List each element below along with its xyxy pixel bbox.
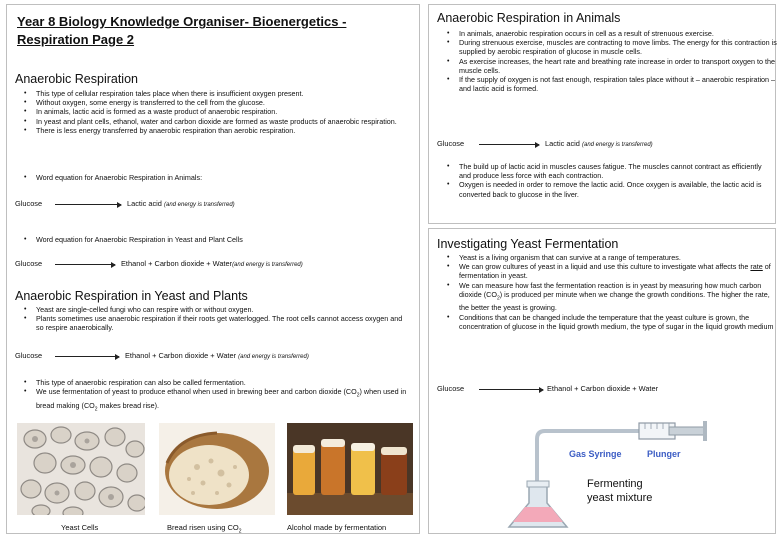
list-item: • In yeast and plant cells, ethanol, water and carbon dioxide are formed as waste products of anaerobic respiration. — [34, 117, 404, 126]
fermentation-bullets — [24, 378, 409, 414]
right-top-panel — [428, 4, 776, 224]
list-item: • This type of anaerobic respiration can also be called fermentation. — [34, 378, 409, 387]
alcohol-caption: Alcohol made by fermentation — [287, 523, 387, 532]
list-item: • Plants sometimes use anaerobic respiration if their roots get waterlogged. The root cells cannot access oxygen and so respire anaerobically. — [34, 314, 404, 332]
yeast-equation-arrow — [479, 389, 543, 390]
plunger — [669, 427, 705, 435]
list-item: • We can measure how fast the fermentation reaction is in yeast by measuring how much carbon dioxide $(CO_2)$ is produced per minute when we change the growth conditions. The higher the rate, the better the yeast is growing. — [457, 281, 777, 313]
list-item: • Without oxygen, some energy is transferred to the cell from the glucose. — [34, 98, 404, 107]
animals-equation-arrow — [479, 144, 539, 145]
list-item: • Oxygen is needed in order to remove the lactic acid. Once oxygen is available, the lactic acid is converted back to glucose in the liver. — [457, 180, 772, 198]
yeast-mixture — [513, 507, 563, 522]
bread-image — [159, 423, 275, 515]
animals-equation-reactant: Glucose — [437, 139, 465, 148]
anaerobic-heading: Anaerobic Respiration — [15, 72, 138, 86]
yeast-fermentation-bullets — [447, 253, 777, 331]
list-item: • During strenuous exercise, muscles are contracting to move limbs. The energy for this contraction is supplied by aerobic respiration of glucose in muscle cells. — [457, 38, 780, 56]
list-item: • Yeast is a living organism that can survive at a range of temperatures. — [457, 253, 777, 262]
yeast-equation-label: • Word equation for Anaerobic Respiration in Yeast and Plant Cells — [24, 235, 414, 244]
fermentation-apparatus-diagram — [489, 399, 729, 529]
equation-2-product: Ethanol + Carbon dioxide + Water(and energy is transferred) — [121, 259, 303, 268]
list-item: • We can grow cultures of yeast in a liquid and use this culture to investigate what affects the rate of fermentation in yeast. — [457, 262, 777, 280]
animals-equation-label: • Word equation for Anaerobic Respiration in Animals: — [24, 173, 404, 182]
beer-image — [287, 423, 413, 515]
list-item: • There is less energy transferred by anaerobic respiration than aerobic respiration. — [34, 126, 404, 135]
yeast-cells-image — [17, 423, 145, 515]
equation-3-product: Ethanol + Carbon dioxide + Water (and energy is transferred) — [125, 351, 309, 360]
list-item: • We use fermentation of yeast to produce ethanol when used in brewing beer and carbon dioxide $(CO_2)$ when used in bread making ($CO_2$ makes bread rise). — [34, 387, 409, 414]
list-item: • As exercise increases, the heart rate and breathing rate increase in order to transport oxygen to the muscle cells. — [457, 57, 780, 75]
equation-1-arrow — [55, 204, 121, 205]
yeast-caption: Yeast Cells — [61, 523, 99, 532]
yeast-equation-product: Ethanol + Carbon dioxide + Water — [547, 384, 659, 393]
plunger-label: Plunger — [647, 449, 681, 459]
anaerobic-bullets — [24, 89, 404, 135]
fatigue-bullets — [447, 162, 772, 199]
list-item: • The build up of lactic acid in muscles causes fatigue. The muscles cannot contract as efficiently and produce less force with each contraction. — [457, 162, 772, 180]
yeast-cells-illustration — [17, 423, 145, 515]
equation-1-product: Lactic acid (and energy is transferred) — [127, 199, 235, 208]
yeast-fermentation-heading: Investigating Yeast Fermentation — [437, 237, 619, 251]
left-panel — [6, 4, 420, 534]
bread-illustration — [159, 423, 275, 515]
equation-2-reactant: Glucose — [15, 259, 43, 268]
right-bottom-panel — [428, 228, 776, 534]
fermenting-yeast-label: Fermenting yeast mixture — [587, 475, 659, 507]
equation-1-reactant: Glucose — [15, 199, 43, 208]
equation-3-arrow — [55, 356, 119, 357]
bread-caption: Bread risen using $CO_2$ — [167, 523, 242, 535]
yeast-plants-heading: Anaerobic Respiration in Yeast and Plants — [15, 289, 248, 303]
animals-equation-product: Lactic acid (and energy is transferred) — [545, 139, 653, 148]
gas-syringe-label: Gas Syringe — [569, 449, 622, 459]
equation-2-arrow — [55, 264, 115, 265]
page-title: Year 8 Biology Knowledge Organiser- Bioenergetics - Respiration Page 2 — [17, 14, 347, 47]
yeast-plants-bullets — [24, 305, 404, 333]
list-item: • If the supply of oxygen is not fast enough, respiration tales place without it – anaerobic respiration – and lactic acid is formed. — [457, 75, 780, 93]
list-item: • Yeast are single-celled fungi who can respire with or without oxygen. — [34, 305, 404, 314]
list-item: • In animals, anaerobic respiration occurs in cell as a result of strenuous exercise. — [457, 29, 780, 38]
bung — [527, 481, 549, 487]
list-item: • Conditions that can be changed include the temperature that the yeast culture is grown, the concentration of glucose in the liquid growth medium, the type of sugar in the liquid growth medium — [457, 313, 777, 331]
beer-glasses-illustration — [287, 423, 413, 515]
animals-heading: Anaerobic Respiration in Animals — [437, 11, 621, 25]
equation-3-reactant: Glucose — [15, 351, 43, 360]
list-item: • In animals, lactic acid is formed as a waste product of anaerobic respiration. — [34, 107, 404, 116]
yeast-equation-reactant: Glucose — [437, 384, 465, 393]
list-item: • This type of cellular respiration tales place when there is insufficient oxygen present. — [34, 89, 404, 98]
animals-bullets — [447, 29, 780, 93]
